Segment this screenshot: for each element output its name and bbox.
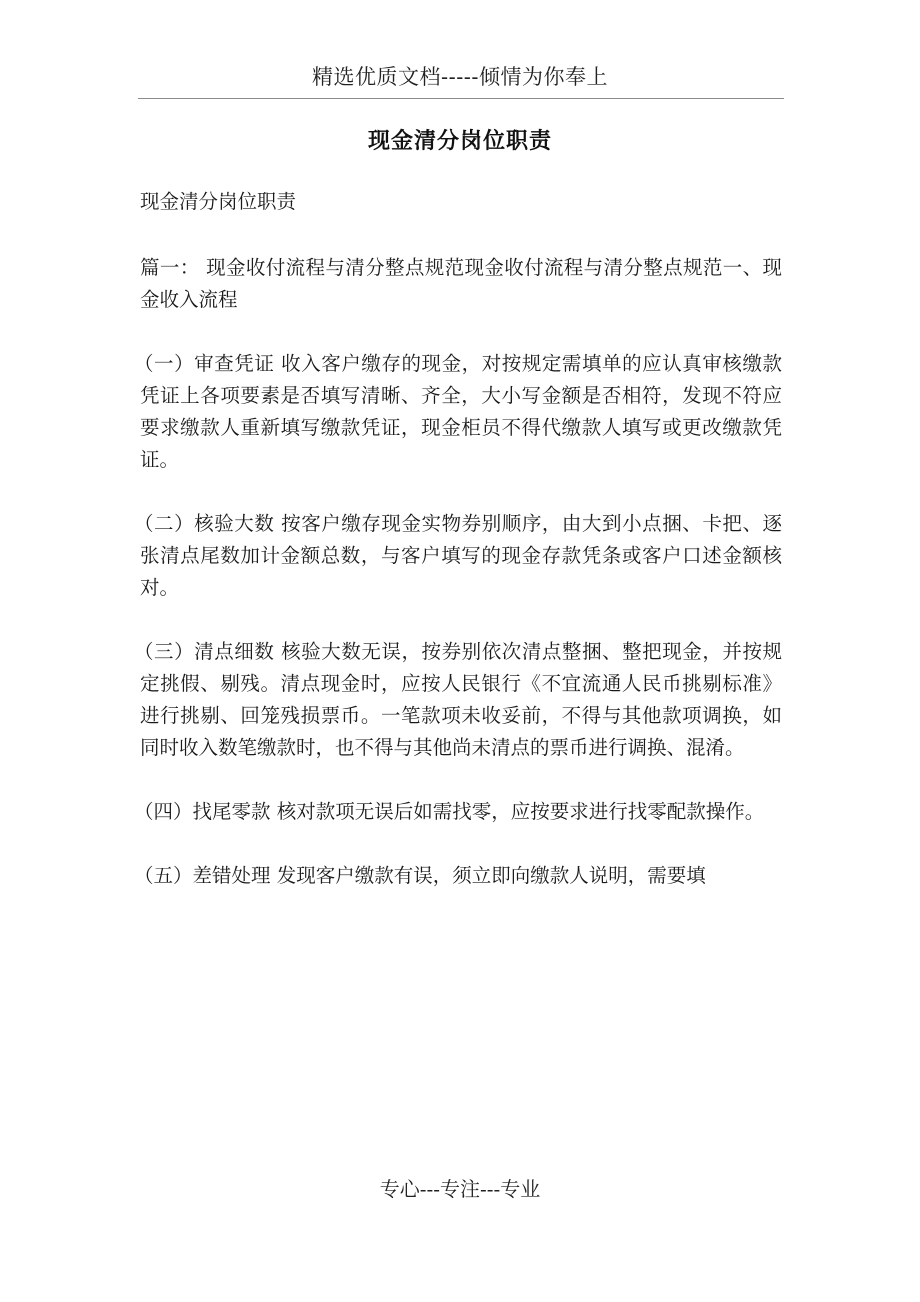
paragraph-review-voucher: （一）审查凭证 收入客户缴存的现金，对按规定需填单的应认真审核缴款凭证上各项要素是否填写清晰、齐全，大小写金额是否相符，发现不符应要求缴款人重新填写缴款凭证，现金柜员不得代缴款人填写或更改缴款凭证。 [134,352,782,471]
header-divider [138,98,784,99]
page-header: 精选优质文档-----倾情为你奉上 [312,65,608,89]
page-footer: 专心---专注---专业 [379,1177,541,1201]
section-intro: 篇一： 现金收付流程与清分整点规范现金收付流程与清分整点规范一、现金收入流程 [140,256,782,311]
document-title: 现金清分岗位职责 [367,128,552,154]
paragraph-count-details: （三）清点细数 核验大数无误，按券别依次清点整捆、整把现金，并按规定挑假、剔残。清点现金时，应按人民银行《不宜流通人民币挑剔标准》进行挑剔、回笼残损票币。一笔款项未收妥前，不得与其他款项调换，如同时收入数笔缴款时，也不得与其他尚未清点的票币进行调换、混淆。 [134,640,782,759]
paragraph-give-change: （四）找尾零款 核对款项无误后如需找零，应按要求进行找零配款操作。 [134,800,765,823]
paragraph-verify-bulk: （二）核验大数 按客户缴存现金实物券别顺序，由大到小点捆、卡把、逐张清点尾数加计金额总数，与客户填写的现金存款凭条或客户口述金额核对。 [134,512,782,599]
document-body [134,186,782,892]
paragraph-error-handling: （五）差错处理 发现客户缴款有误，须立即向缴款人说明，需要填 [134,864,706,887]
document-subtitle: 现金清分岗位职责 [140,190,297,213]
